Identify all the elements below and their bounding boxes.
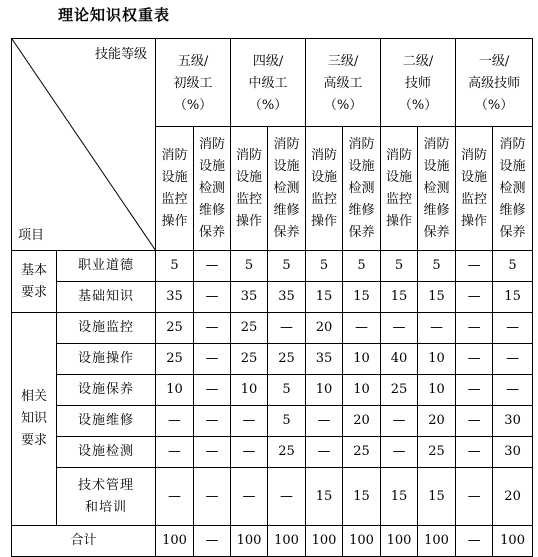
item-name: 设施操作 (77, 351, 134, 366)
item-label-cell (57, 251, 156, 282)
subcolumn-label: 消防设施监控操作 (386, 147, 413, 229)
level-header-line: 四级/ (252, 53, 284, 69)
total-row (12, 526, 533, 557)
item-name: 基础知识 (77, 289, 134, 304)
value-cell: — (456, 406, 493, 437)
item-label-cell (57, 406, 156, 437)
level-header-line: 高级技师 (468, 75, 521, 91)
value-cell: — (194, 251, 231, 282)
total-value-cell: 100 (268, 526, 306, 557)
value-cell: 20 (493, 468, 533, 526)
item-name: 设施检测 (77, 444, 134, 459)
level-header-line: 三级/ (327, 53, 359, 69)
level-header-line: 中级工 (248, 75, 288, 91)
subcolumn-label: 消防设施监控操作 (461, 147, 488, 229)
value-cell: 5 (231, 251, 268, 282)
subcolumn-inspection-maintenance (343, 127, 381, 251)
total-value-cell: 100 (493, 526, 533, 557)
total-label: 合计 (12, 526, 156, 557)
level-header-line: （%） (173, 97, 213, 113)
item-label-cell (57, 344, 156, 375)
value-cell: 10 (418, 344, 456, 375)
value-cell: — (456, 251, 493, 282)
level-header-5 (456, 39, 533, 127)
value-cell: — (343, 313, 381, 344)
value-cell: 5 (493, 251, 533, 282)
value-cell: 40 (381, 344, 418, 375)
total-value-cell: 100 (231, 526, 268, 557)
value-cell: — (194, 468, 231, 526)
value-cell: 35 (268, 282, 306, 313)
value-cell: 5 (381, 251, 418, 282)
group-label-cell (12, 251, 57, 313)
item-label-cell (57, 468, 156, 526)
subcolumn-monitoring-operation (456, 127, 493, 251)
value-cell: — (456, 437, 493, 468)
item-label-cell (57, 282, 156, 313)
table-title: 理论知识权重表 (58, 6, 171, 24)
item-label: 项目 (18, 228, 45, 243)
item-name: 技术管理和培训 (77, 477, 134, 515)
item-name: 设施监控 (77, 320, 134, 335)
item-name: 设施保养 (77, 382, 134, 397)
value-cell: 5 (268, 375, 306, 406)
subcolumn-label: 消防设施检测维修保养 (348, 136, 375, 240)
level-header-line: （%） (398, 97, 438, 113)
value-cell: — (231, 437, 268, 468)
value-cell: — (306, 437, 343, 468)
value-cell: 15 (493, 282, 533, 313)
level-header-line: （%） (323, 97, 363, 113)
value-cell: 5 (268, 406, 306, 437)
value-cell: — (268, 468, 306, 526)
subcolumn-label: 消防设施监控操作 (236, 147, 263, 229)
value-cell: 35 (306, 344, 343, 375)
value-cell: 20 (306, 313, 343, 344)
value-cell: 10 (418, 375, 456, 406)
skill-level-label: 技能等级 (94, 47, 147, 62)
value-cell: — (268, 313, 306, 344)
value-cell: — (194, 437, 231, 468)
header-row-levels (12, 39, 533, 127)
value-cell: — (493, 344, 533, 375)
value-cell: — (194, 313, 231, 344)
value-cell: — (456, 344, 493, 375)
value-cell: — (306, 406, 343, 437)
subcolumn-inspection-maintenance (493, 127, 533, 251)
value-cell: 25 (231, 313, 268, 344)
level-header-line: （%） (248, 97, 288, 113)
table-row (12, 251, 533, 282)
subcolumn-inspection-maintenance (268, 127, 306, 251)
value-cell: 5 (268, 251, 306, 282)
table-row (12, 468, 533, 526)
level-header-4 (381, 39, 456, 127)
value-cell: — (156, 406, 194, 437)
level-header-line: 初级工 (173, 75, 213, 91)
value-cell: 15 (418, 468, 456, 526)
value-cell: 25 (268, 437, 306, 468)
subcolumn-monitoring-operation (231, 127, 268, 251)
value-cell: — (418, 313, 456, 344)
value-cell: 10 (306, 375, 343, 406)
subcolumn-label: 消防设施监控操作 (161, 147, 188, 229)
subcolumn-monitoring-operation (381, 127, 418, 251)
level-header-3 (306, 39, 381, 127)
subcolumn-inspection-maintenance (194, 127, 231, 251)
total-value-cell: — (194, 526, 231, 557)
table-row (12, 375, 533, 406)
value-cell: 30 (493, 437, 533, 468)
value-cell: — (493, 375, 533, 406)
value-cell: 35 (156, 282, 194, 313)
value-cell: 10 (231, 375, 268, 406)
header-corner-cell (12, 39, 156, 251)
value-cell: 20 (418, 406, 456, 437)
value-cell: 5 (156, 251, 194, 282)
level-header-1 (156, 39, 231, 127)
value-cell: — (231, 406, 268, 437)
value-cell: — (456, 375, 493, 406)
subcolumn-label: 消防设施检测维修保养 (499, 136, 526, 240)
table-row (12, 313, 533, 344)
total-value-cell: 100 (156, 526, 194, 557)
level-header-2 (231, 39, 306, 127)
subcolumn-monitoring-operation (156, 127, 194, 251)
level-header-line: 二级/ (402, 53, 434, 69)
value-cell: 25 (418, 437, 456, 468)
value-cell: — (456, 282, 493, 313)
value-cell: — (194, 406, 231, 437)
total-value-cell: 100 (418, 526, 456, 557)
value-cell: 25 (231, 344, 268, 375)
total-value-cell: 100 (343, 526, 381, 557)
item-name: 职业道德 (77, 258, 134, 273)
table-row (12, 282, 533, 313)
value-cell: 25 (268, 344, 306, 375)
item-label-cell (57, 437, 156, 468)
value-cell: — (156, 468, 194, 526)
value-cell: — (194, 344, 231, 375)
level-header-line: 高级工 (323, 75, 363, 91)
value-cell: — (231, 468, 268, 526)
level-header-line: 技师 (405, 75, 432, 91)
value-cell: — (493, 313, 533, 344)
value-cell: 15 (381, 468, 418, 526)
value-cell: 25 (381, 375, 418, 406)
value-cell: 5 (343, 251, 381, 282)
value-cell: 25 (156, 313, 194, 344)
value-cell: — (156, 437, 194, 468)
total-value-cell: 100 (381, 526, 418, 557)
value-cell: 5 (306, 251, 343, 282)
group-label: 基本要求 (20, 262, 47, 300)
group-label: 相关知识要求 (20, 389, 47, 448)
corner-diagonal (12, 39, 156, 251)
value-cell: 25 (156, 344, 194, 375)
theory-weight-table (11, 38, 533, 557)
table-row (12, 437, 533, 468)
table-row (12, 344, 533, 375)
value-cell: 35 (231, 282, 268, 313)
item-name: 设施维修 (77, 413, 134, 428)
value-cell: 10 (343, 344, 381, 375)
level-header-line: 五级/ (177, 53, 209, 69)
subcolumn-label: 消防设施监控操作 (311, 147, 338, 229)
value-cell: 15 (306, 468, 343, 526)
value-cell: 10 (156, 375, 194, 406)
value-cell: 15 (343, 282, 381, 313)
item-label-cell (57, 375, 156, 406)
subcolumn-label: 消防设施检测维修保养 (273, 136, 300, 240)
value-cell: 20 (343, 406, 381, 437)
table-row (12, 406, 533, 437)
subcolumn-label: 消防设施检测维修保养 (198, 136, 225, 240)
item-label-cell (57, 313, 156, 344)
value-cell: — (381, 406, 418, 437)
value-cell: — (456, 313, 493, 344)
value-cell: 15 (306, 282, 343, 313)
subcolumn-inspection-maintenance (418, 127, 456, 251)
level-header-line: 一级/ (478, 53, 510, 69)
total-value-cell: 100 (306, 526, 343, 557)
value-cell: 10 (343, 375, 381, 406)
value-cell: — (381, 437, 418, 468)
total-value-cell: — (456, 526, 493, 557)
value-cell: 15 (381, 282, 418, 313)
value-cell: 25 (343, 437, 381, 468)
value-cell: 15 (418, 282, 456, 313)
value-cell: 15 (343, 468, 381, 526)
value-cell: 5 (418, 251, 456, 282)
subcolumn-label: 消防设施检测维修保养 (423, 136, 450, 240)
value-cell: — (381, 313, 418, 344)
group-label-cell (12, 313, 57, 526)
value-cell: — (194, 282, 231, 313)
subcolumn-monitoring-operation (306, 127, 343, 251)
value-cell: — (456, 468, 493, 526)
level-header-line: （%） (474, 97, 514, 113)
value-cell: — (194, 375, 231, 406)
value-cell: 30 (493, 406, 533, 437)
